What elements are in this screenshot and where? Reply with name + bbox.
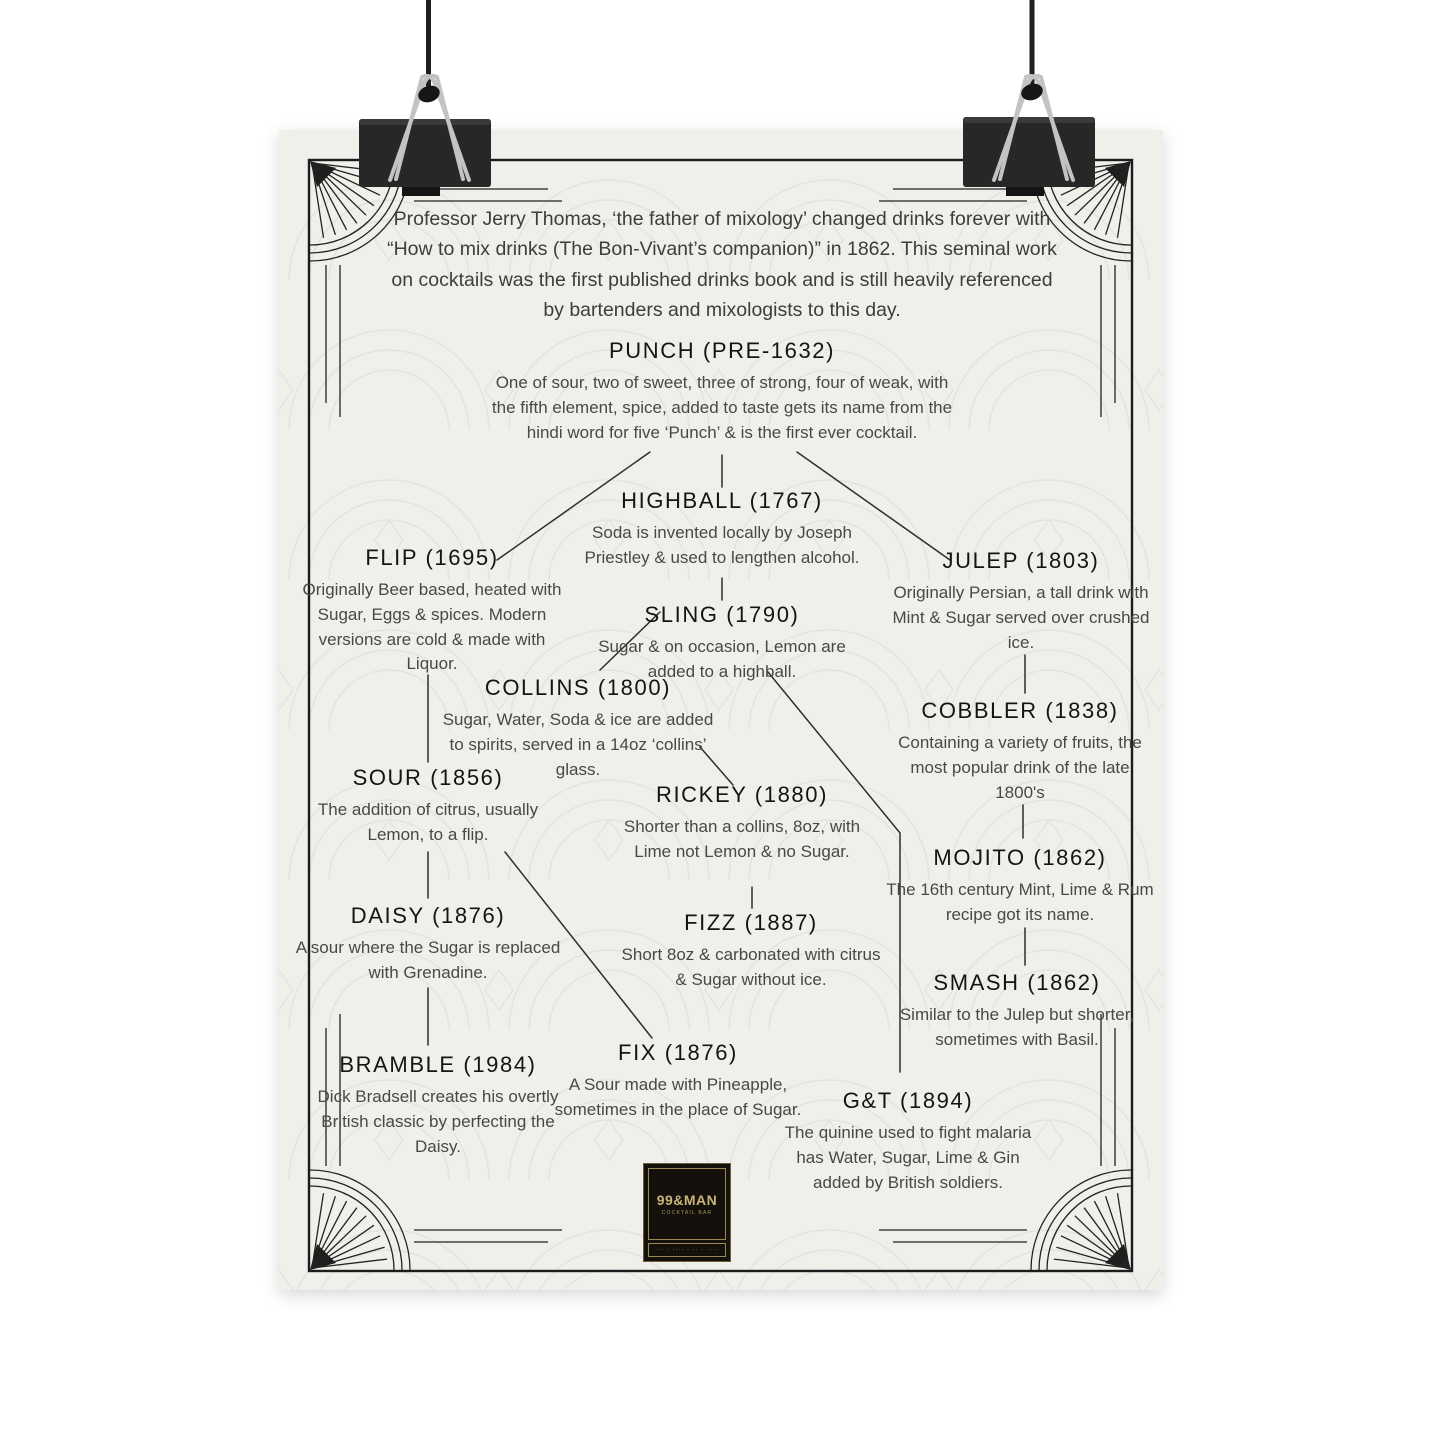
intro-paragraph: Professor Jerry Thomas, ‘the father of mixology’ changed drinks forever with “How to mix drinks (The Bon-Vivant’s companion)” in 1862. This seminal work on cocktails was the first published drinks book and is still heavily referenced by bartenders and mixologists to this day. (387, 208, 1057, 322)
node-description: Soda is invented locally by Joseph Priestley & used to lengthen alcohol. (584, 523, 860, 567)
binder-clip-left (359, 0, 491, 196)
node-title: FLIP (1695) (365, 545, 499, 570)
tree-node-smash (887, 970, 1147, 1053)
node-title: G&T (1894) (842, 1088, 974, 1113)
node-title: SMASH (1862) (933, 970, 1101, 995)
node-description: The 16th century Mint, Lime & Rum recipe got its name. (886, 880, 1154, 924)
clip-body-right (963, 117, 1095, 187)
node-description: Shorter than a collins, 8oz, with Lime not Lemon & no Sugar. (623, 817, 861, 861)
node-description: Originally Beer based, heated with Sugar, Eggs & spices. Modern versions are cold & made with Liquor. (302, 580, 562, 674)
bar-logo (643, 1163, 731, 1262)
node-description: A sour where the Sugar is replaced with Grenadine. (295, 938, 561, 982)
node-title: COBBLER (1838) (921, 698, 1119, 723)
tree-node-sling (597, 602, 847, 685)
node-description: Similar to the Julep but shorter, sometimes with Basil. (899, 1005, 1135, 1049)
tree-node-cobbler (885, 698, 1155, 805)
node-title: DAISY (1876) (350, 903, 506, 928)
tree-node-sour (293, 765, 563, 848)
node-title: PUNCH (PRE-1632) (608, 338, 836, 363)
clip-lip-right (1006, 187, 1044, 196)
logo-inner-frame (648, 1168, 726, 1240)
node-description: Dick Bradsell creates his overtly British classic by perfecting the Daisy. (317, 1087, 559, 1156)
tree-node-punch (482, 338, 962, 445)
tree-node-fizz (616, 910, 886, 993)
node-title: SLING (1790) (644, 602, 800, 627)
clip-lip-left (402, 187, 440, 196)
node-title: FIX (1876) (618, 1040, 738, 1065)
node-description: The quinine used to fight malaria has Water, Sugar, Lime & Gin added by British soldiers. (784, 1123, 1032, 1192)
poster-sheet (279, 130, 1163, 1290)
node-title: COLLINS (1800) (484, 675, 672, 700)
logo-subtitle-text: COCKTAIL BAR (661, 1210, 713, 1216)
tree-node-flip (297, 545, 567, 677)
tree-node-daisy (293, 903, 563, 986)
node-description: Short 8oz & carbonated with citrus & Sugar without ice. (621, 945, 881, 989)
logo-brand-text: 99&MAN (656, 1192, 718, 1208)
node-title: SOUR (1856) (352, 765, 504, 790)
node-description: The addition of citrus, usually Lemon, to a flip. (317, 800, 539, 844)
node-description: A Sour made with Pineapple, sometimes in the place of Sugar. (554, 1075, 802, 1119)
binder-clip-right (963, 0, 1095, 196)
node-title: JULEP (1803) (942, 548, 1100, 573)
binder-clips (0, 0, 1445, 260)
node-description: Originally Persian, a tall drink with Mint & Sugar served over crushed ice. (892, 583, 1150, 652)
clip-body-left (359, 119, 491, 187)
tree-node-gt (773, 1088, 1043, 1195)
node-title: HIGHBALL (1767) (621, 488, 823, 513)
tree-node-rickey (612, 782, 872, 865)
tree-node-julep (886, 548, 1156, 655)
tree-node-mojito (885, 845, 1155, 928)
logo-fine-print: ··· · ···· · ·· · ···· (648, 1243, 726, 1257)
node-description: Sugar & on occasion, Lemon are added to a highball. (598, 637, 846, 681)
node-description: Containing a variety of fruits, the most popular drink of the late 1800's (898, 733, 1142, 802)
node-title: FIZZ (1887) (684, 910, 818, 935)
node-title: RICKEY (1880) (655, 782, 829, 807)
node-description: One of sour, two of sweet, three of strong, four of weak, with the fifth element, spice, added to taste gets its name from the hindi word for five ‘Punch’ & is the first ever cocktail. (491, 373, 953, 442)
tree-node-highball (572, 488, 872, 571)
tree-node-bramble (303, 1052, 573, 1159)
node-title: BRAMBLE (1984) (339, 1052, 537, 1077)
node-title: MOJITO (1862) (933, 845, 1107, 870)
node-description: Sugar, Water, Soda & ice are added to spirits, served in a 14oz ‘collins’ glass. (442, 710, 714, 779)
connector-sling-gt (768, 672, 900, 1072)
